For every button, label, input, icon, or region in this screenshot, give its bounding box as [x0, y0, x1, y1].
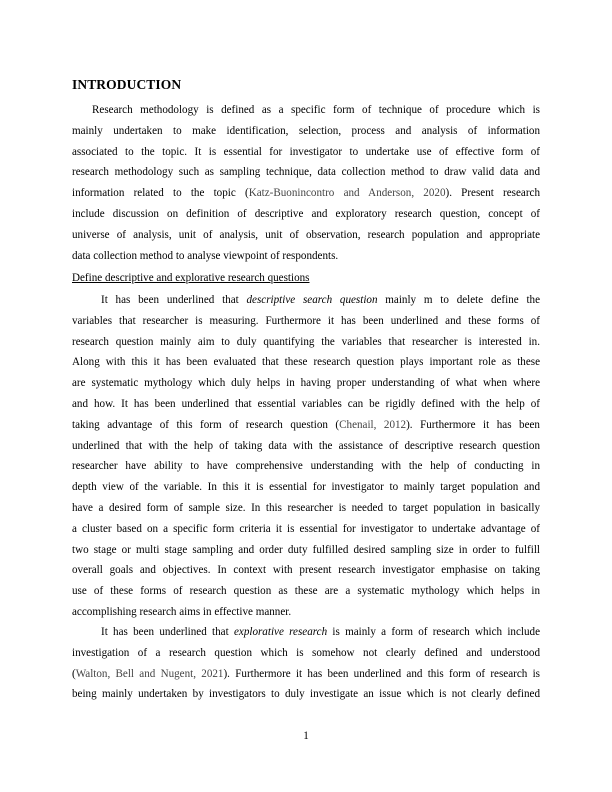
- text-line: include discussion on definition of descriptive and exploratory research question, concept of: [72, 207, 540, 220]
- text-line: are systematic mythology which duly helps in having proper understanding of what when where: [72, 377, 540, 390]
- text-line: associated to the topic. It is essential for investigator to undertake use of effective form of: [72, 145, 540, 158]
- text-line: use of these forms of research question as these are a systematic mythology which helps in: [72, 585, 540, 598]
- explorative-paragraph: [72, 622, 540, 705]
- text-line: [72, 183, 540, 204]
- text-run: (: [72, 667, 76, 680]
- text-line: universe of analysis, unit of analysis, unit of observation, research population and appropriate: [72, 228, 540, 241]
- text-line: investigation of a research question which is somehow not clearly defined and understood: [72, 646, 540, 659]
- text-line: being mainly undertaken by investigators to duly investigate an issue which is not clearly defined: [72, 688, 540, 701]
- text-line: two stage or multi stage sampling and order duty fulfilled desired sampling size in order to fulfill: [72, 543, 540, 556]
- text-line: research methodology such as sampling technique, data collection method to draw valid data and: [72, 166, 540, 179]
- subsection-heading: Define descriptive and explorative research questions: [72, 272, 310, 284]
- text-line: overall goals and objectives. In context with present research investigator emphasise on taking: [72, 564, 540, 577]
- text-line: [72, 415, 540, 436]
- text-line: underlined that with the help of taking data with the assistance of descriptive research question: [72, 439, 540, 452]
- citation: Walton, Bell and Nugent, 2021: [75, 667, 224, 680]
- text-line: and how. It has been underlined that essential variables can be rigidly defined with the help of: [72, 397, 540, 410]
- emphasis-term: descriptive search question: [246, 294, 378, 306]
- text-line: [72, 290, 540, 311]
- text-run: information related to the topic (: [72, 187, 249, 200]
- text-line: Along with this it has been evaluated that these research question plays important role as these: [72, 356, 540, 369]
- text-line: research question mainly aim to duly quantifying the variables that researcher is interested in.: [72, 335, 540, 348]
- descriptive-paragraph: [72, 290, 540, 623]
- text-line: a cluster based on a specific form criteria it is essential for investigator to undertake advantage of: [72, 522, 540, 535]
- text-line: variables that researcher is measuring. Furthermore it has been underlined and these forms of: [72, 314, 540, 327]
- section-heading: INTRODUCTION: [72, 77, 182, 92]
- page-number: 1: [303, 730, 309, 742]
- text-line: depth view of the variable. In this it is essential for investigator to mainly target population and: [72, 481, 540, 494]
- text-run: ). Furthermore it has been underlined and this form of research is: [223, 667, 540, 680]
- text-line: mainly undertaken to make identification, selection, process and analysis of information: [72, 124, 540, 137]
- emphasis-term: explorative research: [233, 626, 328, 638]
- text-run: mainly m to delete define the: [377, 294, 541, 306]
- intro-paragraph: [72, 100, 540, 266]
- text-line: [72, 664, 540, 685]
- text-line: Research methodology is defined as a specific form of technique of procedure which is: [92, 104, 540, 116]
- text-run: taking advantage of this form of research question (: [72, 418, 340, 431]
- text-run: It has been underlined that: [101, 294, 247, 306]
- text-line: data collection method to analyse viewpoint of respondents.: [72, 249, 339, 262]
- text-run: is mainly a form of research which include: [327, 626, 540, 638]
- citation: Chenail, 2012: [339, 418, 407, 431]
- text-line: have a desired form of sample size. In this researcher is needed to target population in basically: [72, 501, 540, 514]
- text-run: ). Present research: [445, 187, 541, 200]
- text-line: researcher have ability to have comprehensive understanding with the help of conducting in: [72, 460, 540, 473]
- text-run: It has been underlined that: [101, 626, 234, 638]
- text-run: ). Furthermore it has been: [406, 418, 540, 431]
- citation: Katz-Buonincontro and Anderson, 2020: [248, 187, 446, 200]
- text-line: accomplishing research aims in effective manner.: [72, 605, 292, 618]
- text-line: [72, 622, 540, 643]
